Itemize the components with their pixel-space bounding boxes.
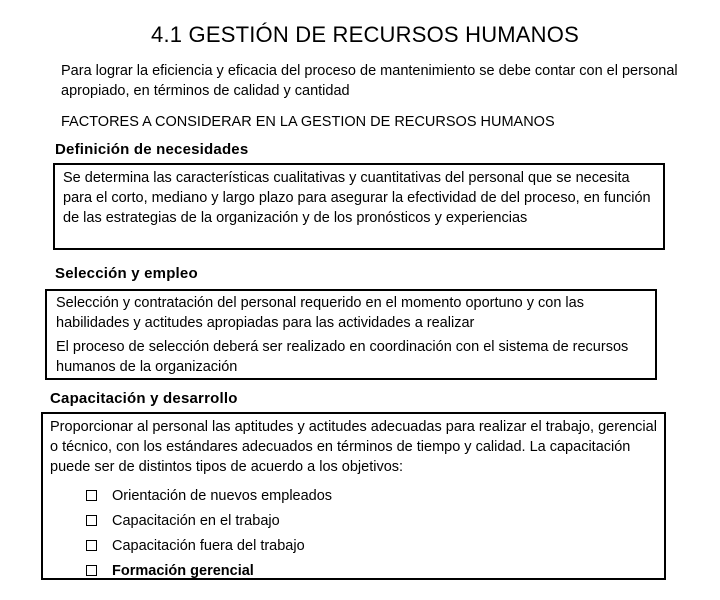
seleccion-box bbox=[45, 289, 657, 380]
definicion-text: Se determina las características cualitativas y cuantitativas del personal que se necesita para el corto, mediano y largo plazo para asegurar la efectividad de del proceso, en función de las estrategias de la organización y de los pronósticos y experiencias bbox=[63, 170, 651, 226]
checkbox-bullet-icon bbox=[86, 515, 97, 526]
checkbox-bullet-icon bbox=[86, 565, 97, 576]
list-item: Formación gerencial bbox=[86, 558, 657, 583]
checkbox-bullet-icon bbox=[86, 490, 97, 501]
seleccion-text-2: El proceso de selección deberá ser realizado en coordinación con el sistema de recursos humanos de la organización bbox=[56, 339, 629, 375]
definicion-box bbox=[53, 163, 665, 250]
section-heading-definicion: Definición de necesidades bbox=[55, 141, 249, 158]
capacitacion-box bbox=[41, 412, 666, 580]
checkbox-bullet-icon bbox=[86, 540, 97, 551]
list-item: Capacitación en el trabajo bbox=[86, 508, 657, 533]
training-types-list bbox=[50, 483, 657, 583]
factors-heading: FACTORES A CONSIDERAR EN LA GESTION DE RECURSOS HUMANOS bbox=[61, 114, 555, 130]
intro-paragraph: Para lograr la eficiencia y eficacia del proceso de mantenimiento se debe contar con el personal apropiado, en términos de calidad y cantidad bbox=[61, 63, 678, 99]
section-heading-seleccion: Selección y empleo bbox=[55, 265, 198, 282]
list-item: Orientación de nuevos empleados bbox=[86, 483, 657, 508]
seleccion-text-1: Selección y contratación del personal requerido en el momento oportuno y con las habilidades y actitudes apropiadas para las actividades a realizar bbox=[56, 295, 584, 331]
capacitacion-text: Proporcionar al personal las aptitudes y actitudes adecuadas para realizar el trabajo, gerencial o técnico, con los estándares adecuados en términos de tiempo y calidad. La capacitación puede ser de distintos tipos de acuerdo a los objetivos: bbox=[50, 419, 657, 475]
section-heading-capacitacion: Capacitación y desarrollo bbox=[50, 390, 238, 407]
list-item: Capacitación fuera del trabajo bbox=[86, 533, 657, 558]
page-title: 4.1 GESTIÓN DE RECURSOS HUMANOS bbox=[151, 22, 579, 47]
